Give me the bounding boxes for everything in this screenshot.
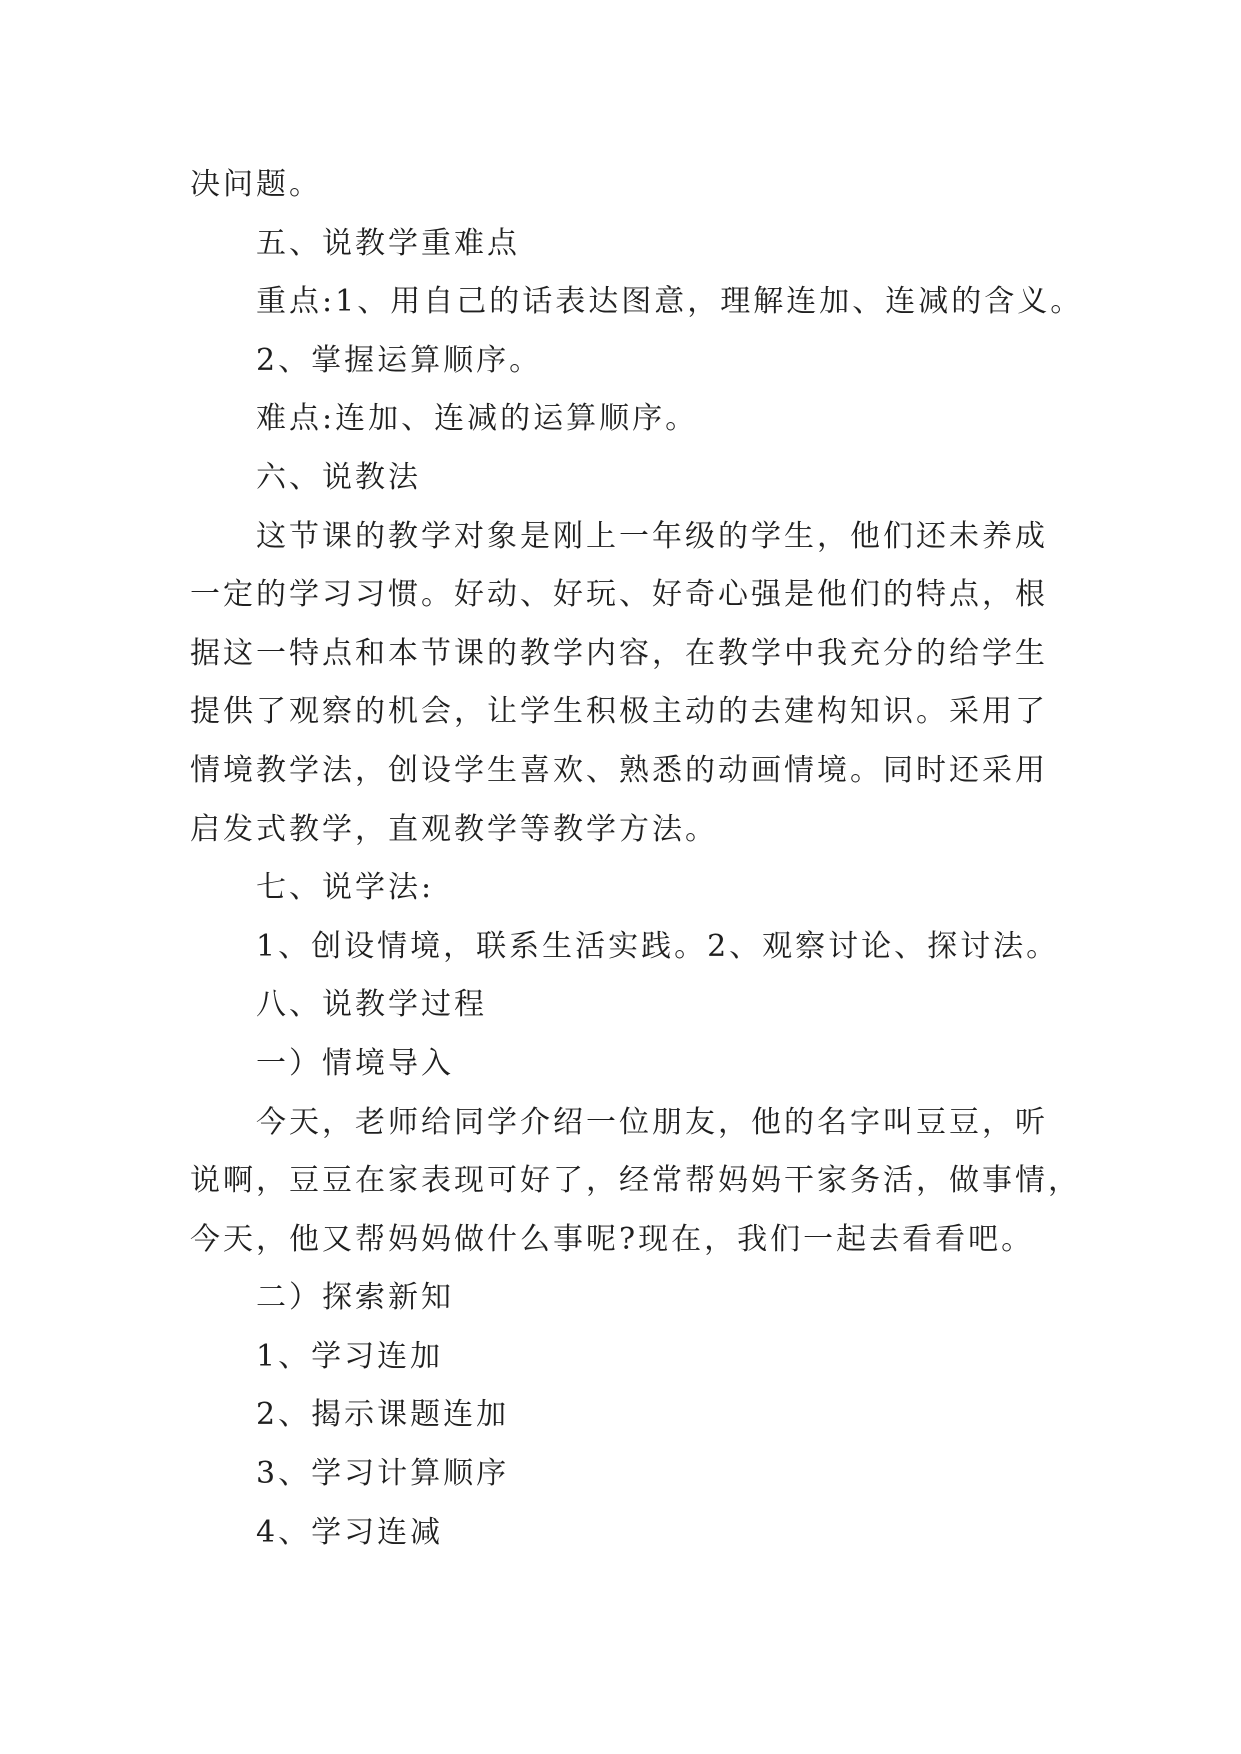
section-heading-teaching-difficulties: 五、说教学重难点 bbox=[256, 225, 520, 261]
subsection-heading-introduction: 一）情境导入 bbox=[256, 1045, 454, 1081]
section-heading-learning-methods: 七、说学法: bbox=[256, 870, 435, 906]
paragraph-line: 说啊，豆豆在家表现可好了，经常帮妈妈干家务活，做事情， bbox=[190, 1163, 1081, 1199]
section-heading-teaching-process: 八、说教学过程 bbox=[256, 987, 487, 1023]
paragraph-line: 一定的学习习惯。好动、好玩、好奇心强是他们的特点，根 bbox=[190, 577, 1048, 613]
paragraph-line: 提供了观察的机会，让学生积极主动的去建构知识。采用了 bbox=[190, 694, 1048, 730]
paragraph-line: 今天，老师给同学介绍一位朋友，他的名字叫豆豆，听 bbox=[256, 1104, 1048, 1140]
paragraph-line: 这节课的教学对象是刚上一年级的学生，他们还未养成 bbox=[256, 518, 1048, 554]
paragraph-line: 重点:1、用自己的话表达图意，理解连加、连减的含义。 bbox=[256, 284, 1084, 320]
list-item: 4、学习连减 bbox=[256, 1514, 444, 1550]
subsection-heading-exploration: 二）探索新知 bbox=[256, 1280, 454, 1316]
list-item: 1、学习连加 bbox=[256, 1338, 444, 1374]
paragraph-line: 情境教学法，创设学生喜欢、熟悉的动画情境。同时还采用 bbox=[190, 752, 1048, 788]
paragraph-line: 启发式教学，直观教学等教学方法。 bbox=[190, 811, 718, 847]
paragraph-line: 决问题。 bbox=[190, 167, 322, 202]
list-item: 2、揭示课题连加 bbox=[256, 1397, 510, 1433]
list-item: 3、学习计算顺序 bbox=[256, 1456, 510, 1492]
paragraph-line: 难点:连加、连减的运算顺序。 bbox=[256, 401, 699, 437]
paragraph-line: 1、创设情境，联系生活实践。2、观察讨论、探讨法。 bbox=[256, 928, 1060, 964]
paragraph-line: 据这一特点和本节课的教学内容，在教学中我充分的给学生 bbox=[190, 635, 1048, 671]
paragraph-line: 今天，他又帮妈妈做什么事呢?现在，我们一起去看看吧。 bbox=[190, 1221, 1035, 1257]
section-heading-teaching-methods: 六、说教法 bbox=[256, 459, 421, 495]
paragraph-line: 2、掌握运算顺序。 bbox=[256, 342, 543, 378]
document-body bbox=[190, 156, 1084, 1562]
